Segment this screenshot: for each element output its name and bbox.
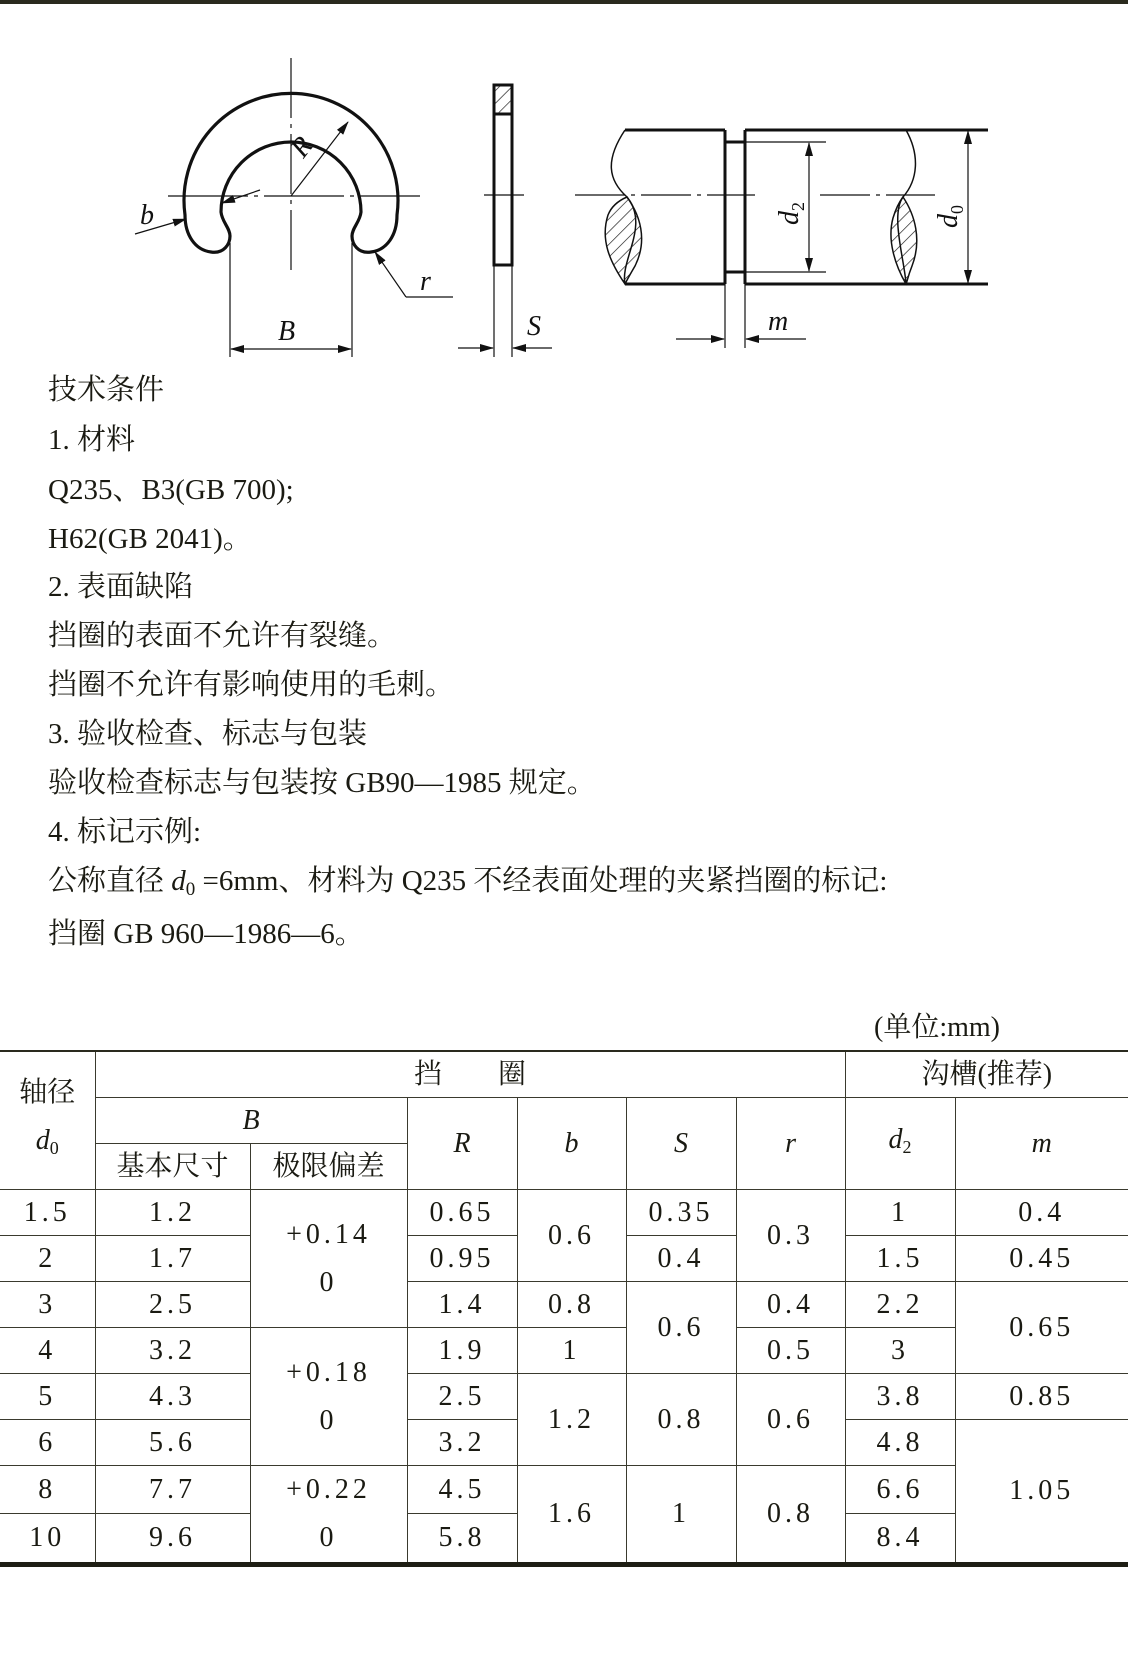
item1-line1: Q235、B3(GB 700); bbox=[48, 474, 294, 506]
cell-d0: 10 bbox=[0, 1514, 95, 1565]
label-r: r bbox=[420, 266, 431, 297]
cell-b: 0.6 bbox=[517, 1190, 626, 1282]
header-groove: 沟槽(推荐) bbox=[845, 1051, 1128, 1098]
unit-note: (单位:mm) bbox=[874, 1012, 1000, 1043]
cell-R: 1.4 bbox=[407, 1282, 517, 1328]
item1-line2: H62(GB 2041)。 bbox=[48, 523, 252, 555]
cell-S: 1 bbox=[626, 1466, 736, 1565]
shaft-groove-view bbox=[575, 130, 988, 348]
cell-B-basic: 1.7 bbox=[95, 1236, 250, 1282]
cell-b: 1 bbox=[517, 1328, 626, 1374]
label-b: b bbox=[140, 200, 154, 231]
cell-r: 0.6 bbox=[736, 1374, 845, 1466]
item4-var-sub: 0 bbox=[185, 879, 196, 900]
label-d2: $d_2$ bbox=[774, 202, 808, 225]
cell-B-basic: 7.7 bbox=[95, 1466, 250, 1514]
cell-d2: 1.5 bbox=[845, 1236, 955, 1282]
cell-B-basic: 5.6 bbox=[95, 1420, 250, 1466]
cell-d2: 6.6 bbox=[845, 1466, 955, 1514]
table-row bbox=[0, 1190, 1128, 1236]
item2-line1: 挡圈的表面不允许有裂缝。 bbox=[48, 620, 397, 652]
item4-line2: 挡圈 GB 960—1986—6。 bbox=[48, 918, 364, 950]
cell-m: 0.45 bbox=[955, 1236, 1128, 1282]
table-row bbox=[0, 1374, 1128, 1420]
cell-B-basic: 4.3 bbox=[95, 1374, 250, 1420]
cell-B-tol: +0.14 0 bbox=[250, 1190, 407, 1328]
cell-R: 0.95 bbox=[407, 1236, 517, 1282]
header-basic-size: 基本尺寸 bbox=[95, 1144, 250, 1190]
label-S: S bbox=[527, 311, 541, 342]
cell-d2: 3 bbox=[845, 1328, 955, 1374]
dimension-table bbox=[0, 1050, 1128, 1567]
item2-title: 2. 表面缺陷 bbox=[48, 571, 194, 603]
header-d2: $d_2$ bbox=[845, 1098, 955, 1190]
header-tolerance: 极限偏差 bbox=[250, 1144, 407, 1190]
item4-line1 bbox=[48, 864, 888, 907]
cell-d0: 3 bbox=[0, 1282, 95, 1328]
cell-S: 0.35 bbox=[626, 1190, 736, 1236]
item3-line1: 验收检查标志与包装按 GB90—1985 规定。 bbox=[48, 767, 596, 799]
cell-d0: 5 bbox=[0, 1374, 95, 1420]
cell-b: 0.8 bbox=[517, 1282, 626, 1328]
label-d0: $d_0$ bbox=[933, 205, 967, 228]
cell-B-basic: 3.2 bbox=[95, 1328, 250, 1374]
header-R: R bbox=[407, 1098, 517, 1190]
label-m: m bbox=[768, 306, 789, 337]
cell-m: 0.4 bbox=[955, 1190, 1128, 1236]
cell-m: 0.85 bbox=[955, 1374, 1128, 1420]
header-b: b bbox=[517, 1098, 626, 1190]
item4-line1-pre: 公称直径 bbox=[48, 865, 172, 897]
cell-R: 4.5 bbox=[407, 1466, 517, 1514]
cell-d2: 8.4 bbox=[845, 1514, 955, 1565]
cell-R: 0.65 bbox=[407, 1190, 517, 1236]
cell-r: 0.4 bbox=[736, 1282, 845, 1328]
cell-B-basic: 9.6 bbox=[95, 1514, 250, 1565]
ring-front-view bbox=[135, 58, 453, 357]
header-r: r bbox=[736, 1098, 845, 1190]
cell-S: 0.6 bbox=[626, 1282, 736, 1374]
item1-title: 1. 材料 bbox=[48, 424, 136, 456]
cell-R: 1.9 bbox=[407, 1328, 517, 1374]
header-S: S bbox=[626, 1098, 736, 1190]
cell-b: 1.6 bbox=[517, 1466, 626, 1565]
cell-d2: 3.8 bbox=[845, 1374, 955, 1420]
item4-var-d: d bbox=[171, 865, 186, 897]
tech-conditions-heading: 技术条件 bbox=[48, 374, 165, 406]
cell-r: 0.8 bbox=[736, 1466, 845, 1565]
table-row bbox=[0, 1282, 1128, 1328]
cell-d2: 1 bbox=[845, 1190, 955, 1236]
cell-r: 0.3 bbox=[736, 1190, 845, 1282]
cell-d2: 2.2 bbox=[845, 1282, 955, 1328]
cell-d2: 4.8 bbox=[845, 1420, 955, 1466]
item2-line2: 挡圈不允许有影响使用的毛刺。 bbox=[48, 669, 455, 701]
cell-B-tol: +0.22 0 bbox=[250, 1466, 407, 1565]
cell-d0: 2 bbox=[0, 1236, 95, 1282]
label-B: B bbox=[278, 316, 296, 347]
header-shaft-diameter: 轴径 $d_0$ bbox=[0, 1051, 95, 1190]
cell-B-basic: 1.2 bbox=[95, 1190, 250, 1236]
label-R: R bbox=[284, 130, 320, 164]
header-m: m bbox=[955, 1098, 1128, 1190]
cell-m: 1.05 bbox=[955, 1420, 1128, 1565]
cell-B-basic: 2.5 bbox=[95, 1282, 250, 1328]
item4-title: 4. 标记示例: bbox=[48, 816, 202, 848]
cell-d0: 1.5 bbox=[0, 1190, 95, 1236]
cell-B-tol: +0.18 0 bbox=[250, 1328, 407, 1466]
cell-m: 0.65 bbox=[955, 1282, 1128, 1374]
header-ring: 挡 圈 bbox=[95, 1051, 845, 1098]
header-B: B bbox=[95, 1098, 407, 1144]
cell-r: 0.5 bbox=[736, 1328, 845, 1374]
cell-b: 1.2 bbox=[517, 1374, 626, 1466]
cell-R: 3.2 bbox=[407, 1420, 517, 1466]
cell-S: 0.8 bbox=[626, 1374, 736, 1466]
cell-R: 2.5 bbox=[407, 1374, 517, 1420]
retaining-ring-drawing bbox=[0, 0, 1128, 370]
cell-d0: 8 bbox=[0, 1466, 95, 1514]
cell-R: 5.8 bbox=[407, 1514, 517, 1565]
cell-d0: 4 bbox=[0, 1328, 95, 1374]
item4-line1-post: =6mm、材料为 Q235 不经表面处理的夹紧挡圈的标记: bbox=[195, 865, 888, 897]
cell-d0: 6 bbox=[0, 1420, 95, 1466]
cell-S: 0.4 bbox=[626, 1236, 736, 1282]
item3-title: 3. 验收检查、标志与包装 bbox=[48, 718, 368, 750]
ring-side-view bbox=[458, 85, 552, 357]
